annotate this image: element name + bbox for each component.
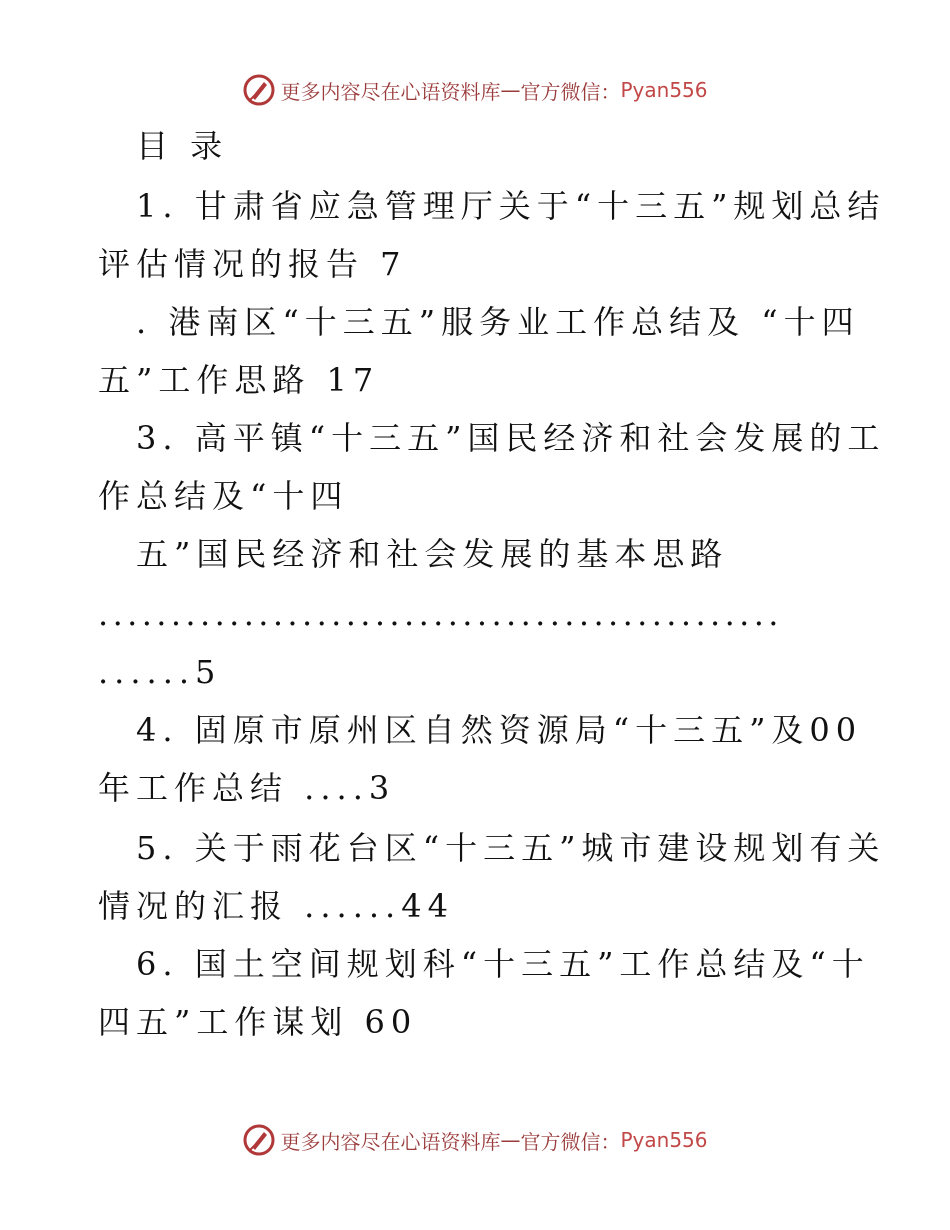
watermark-contact-label: 官方微信： bbox=[520, 1129, 621, 1154]
toc-entry-3-cont2: 五”国民经济和社会发展的基本思路 bbox=[136, 535, 729, 573]
toc-entry-5-cont: 情况的汇报 ......44 bbox=[98, 887, 454, 925]
toc-title: 目 录 bbox=[136, 127, 229, 165]
toc-entry-1-cont: 评估情况的报告 7 bbox=[98, 245, 407, 283]
watermark-contact-label: 官方微信： bbox=[520, 79, 621, 104]
toc-entry-3-leader: ............................................... bbox=[98, 595, 783, 633]
toc-entry-3-page: ......5 bbox=[98, 653, 222, 691]
toc-entry-4-cont: 年工作总结 ....3 bbox=[98, 769, 396, 807]
toc-entry-3: 3. 高平镇“十三五”国民经济和社会发展的工 bbox=[136, 419, 886, 457]
watermark-banner-top bbox=[0, 70, 950, 110]
watermark-brand-text: 更多内容尽在心语资料库 bbox=[280, 1129, 501, 1154]
toc-entry-4: 4. 固原市原州区自然资源局“十三五”及00 bbox=[136, 711, 863, 749]
toc-entry-5: 5. 关于雨花台区“十三五”城市建设规划有关 bbox=[136, 829, 886, 867]
toc-entry-1: 1. 甘肃省应急管理厅关于“十三五”规划总结 bbox=[136, 187, 886, 225]
watermark-dash: — bbox=[500, 78, 521, 102]
toc-entry-2: . 港南区“十三五”服务业工作总结及 “十四 bbox=[136, 303, 860, 341]
toc-entry-2-cont: 五”工作思路 17 bbox=[98, 361, 380, 399]
toc-entry-3-cont: 作总结及“十四 bbox=[98, 477, 349, 515]
watermark-contact-id: Pyan556 bbox=[620, 1128, 708, 1152]
watermark-dash: — bbox=[500, 1128, 521, 1152]
watermark-brand-text: 更多内容尽在心语资料库 bbox=[280, 79, 501, 104]
brand-logo-icon bbox=[242, 73, 276, 107]
watermark-banner-bottom bbox=[0, 1120, 950, 1160]
brand-logo-icon bbox=[242, 1123, 276, 1157]
toc-entry-6: 6. 国土空间规划科“十三五”工作总结及“十 bbox=[136, 945, 870, 983]
toc-entry-6-cont: 四五”工作谋划 60 bbox=[98, 1003, 418, 1041]
watermark-contact-id: Pyan556 bbox=[620, 78, 708, 102]
